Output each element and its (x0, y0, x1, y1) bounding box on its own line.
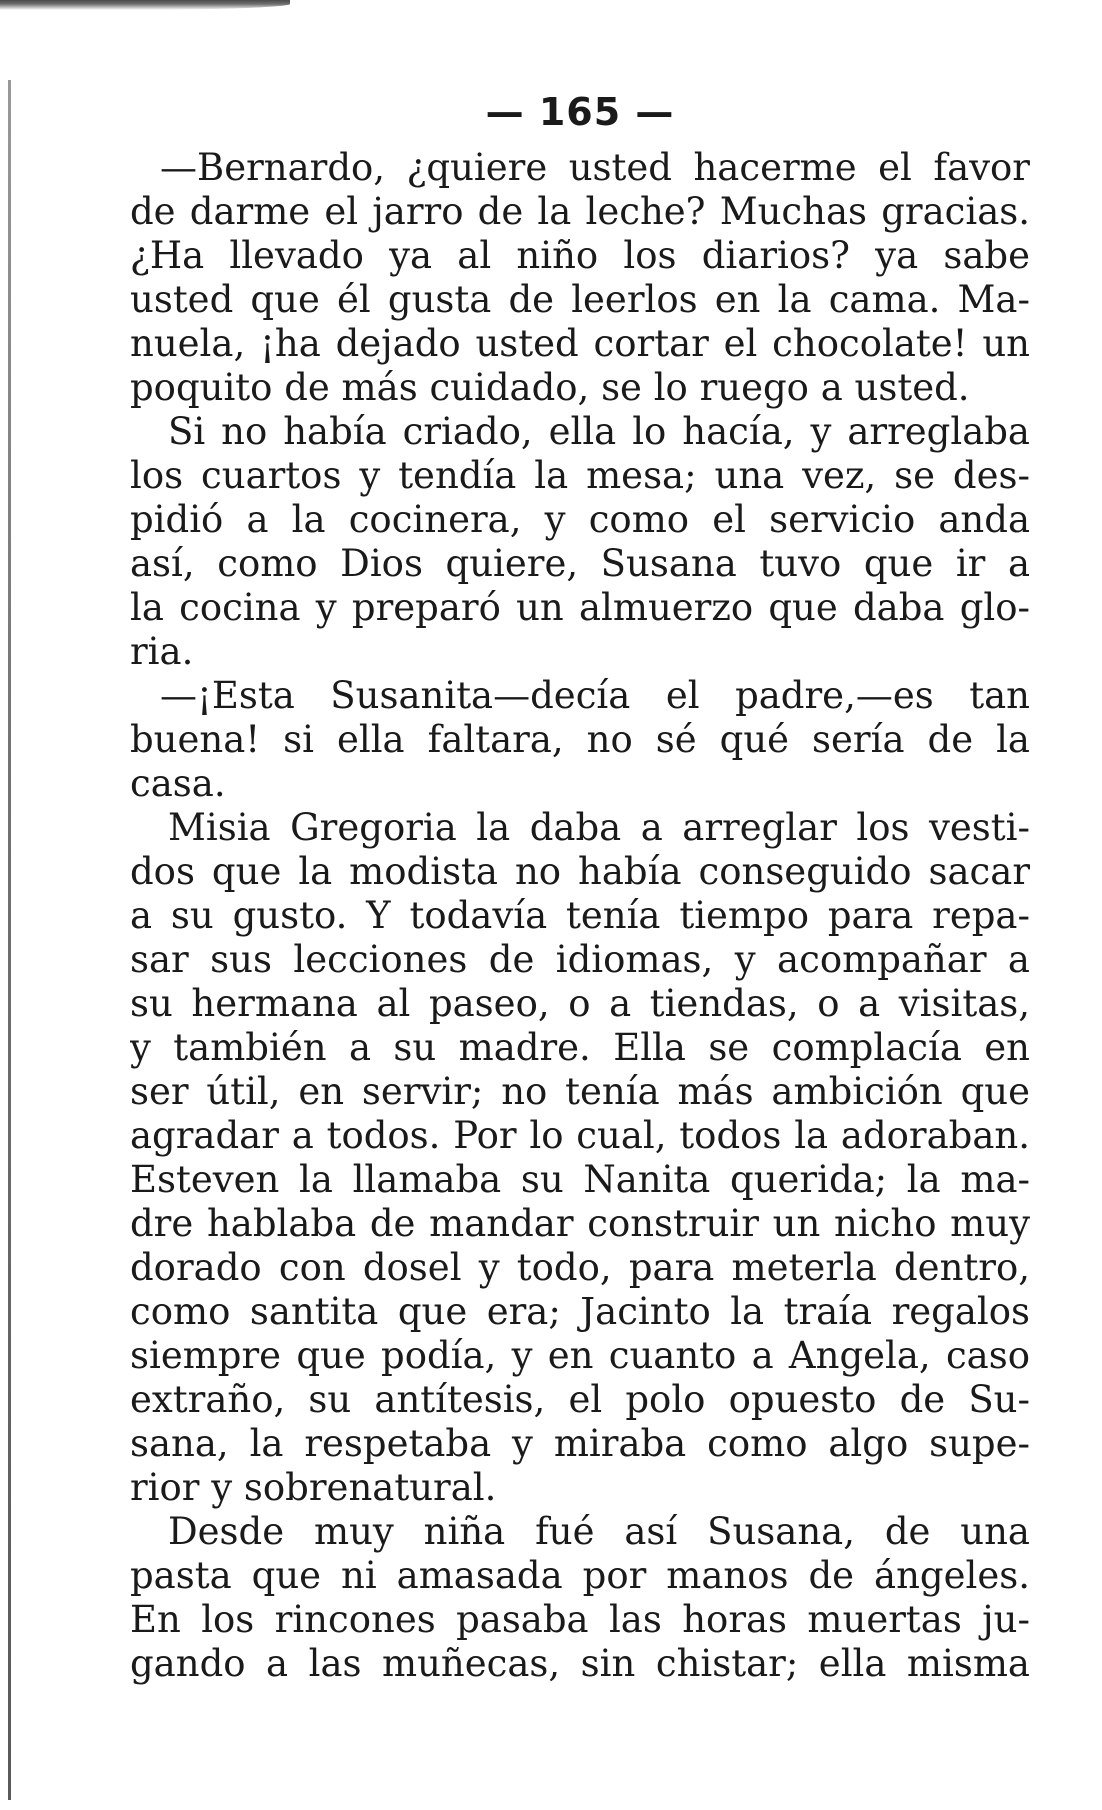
text-line: pasta que ni amasada por manos de ángeles. (130, 1554, 1030, 1597)
text-line: agradar a todos. Por lo cual, todos la adoraban. (130, 1114, 1030, 1157)
text-line: dre hablaba de mandar construir un nicho muy (130, 1202, 1030, 1245)
text-line: usted que él gusta de leerlos en la cama. Ma- (130, 278, 1030, 321)
text-line: como santita que era; Jacinto la traía regalos (130, 1290, 1030, 1333)
text-line: poquito de más cuidado, se lo ruego a usted. (130, 366, 970, 409)
text-line: la cocina y preparó un almuerzo que daba glo- (130, 586, 1030, 629)
text-line: Si no había criado, ella lo hacía, y arreglaba (168, 410, 1030, 453)
text-line: rior y sobrenatural. (130, 1466, 497, 1509)
book-page (130, 90, 1030, 1686)
text-line: pidió a la cocinera, y como el servicio anda (130, 498, 1030, 541)
text-line: los cuartos y tendía la mesa; una vez, se des- (130, 454, 1030, 497)
text-line: así, como Dios quiere, Susana tuvo que ir a (130, 542, 1030, 585)
text-line: buena! si ella faltara, no sé qué sería de la (130, 718, 1030, 761)
text-line: ¿Ha llevado ya al niño los diarios? ya sabe (130, 234, 1030, 277)
text-line: —¡Esta Susanita—decía el padre,—es tan (160, 674, 1030, 717)
paragraph-5 (130, 1510, 1030, 1686)
text-line: extraño, su antítesis, el polo opuesto de Su- (130, 1378, 1030, 1421)
text-line: de darme el jarro de la leche? Muchas gracias. (130, 190, 1030, 233)
paragraph-4 (130, 806, 1030, 1510)
text-line: ria. (130, 630, 194, 673)
text-line: En los rincones pasaba las horas muertas ju- (130, 1598, 1030, 1641)
paragraph-2 (130, 410, 1030, 674)
text-line: su hermana al paseo, o a tiendas, o a visitas, (130, 982, 1030, 1025)
paragraph-1 (130, 146, 1030, 410)
scan-edge-mark-top (0, 0, 290, 10)
text-line: a su gusto. Y todavía tenía tiempo para repa- (130, 894, 1030, 937)
text-line: dorado con dosel y todo, para meterla dentro, (130, 1246, 1030, 1289)
text-line: gando a las muñecas, sin chistar; ella misma (130, 1642, 1030, 1685)
page-number: — 165 — (485, 90, 675, 134)
text-line: dos que la modista no había conseguido sacar (130, 850, 1030, 893)
text-line: Misia Gregoria la daba a arreglar los vesti- (168, 806, 1030, 849)
text-line: ser útil, en servir; no tenía más ambición que (130, 1070, 1030, 1113)
paragraph-3 (130, 674, 1030, 806)
text-line: casa. (130, 762, 226, 805)
scan-edge-mark-left (8, 80, 11, 1800)
text-line: nuela, ¡ha dejado usted cortar el chocolate! un (130, 322, 1030, 365)
text-line: sana, la respetaba y miraba como algo supe- (130, 1422, 1030, 1465)
text-line: —Bernardo, ¿quiere usted hacerme el favor (160, 146, 1030, 189)
text-line: y también a su madre. Ella se complacía en (130, 1026, 1030, 1069)
text-line: Desde muy niña fué así Susana, de una (168, 1510, 1030, 1553)
text-line: siempre que podía, y en cuanto a Angela, caso (130, 1334, 1030, 1377)
text-line: sar sus lecciones de idiomas, y acompañar a (130, 938, 1030, 981)
text-line: Esteven la llamaba su Nanita querida; la ma- (130, 1158, 1030, 1201)
